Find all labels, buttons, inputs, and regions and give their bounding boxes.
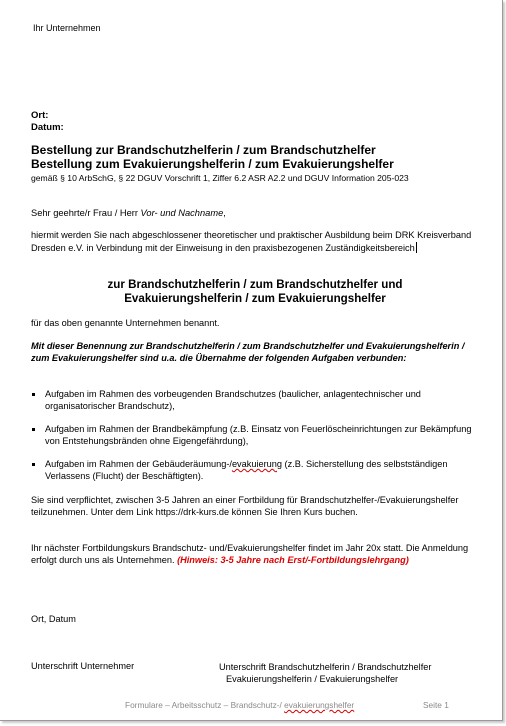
next-course-paragraph [31,543,479,566]
duty-text-3 [45,459,481,482]
company-name: Ihr Unternehmen [33,23,101,33]
next-course-hint: (Hinweis: 3-5 Jahre nach Erst/-Fortbildungslehrgang) [177,554,409,565]
salutation-prefix: Sehr geehrte/r Frau / Herr [31,208,141,218]
duty-text-3-end: (z.B. Sicherstellung des selbstständigen Verlassens (Flucht) der Beschäftigten). [45,459,448,481]
document-title-line-1: Bestellung zur Brandschutzhelferin / zum Brandschutzhelfer [31,143,376,157]
duty-text-2: Aufgaben im Rahmen der Brandbekämpfung (z.B. Einsatz von Feuerlöscheinrichtungen zur Bekämpfung von Entstehungsbränden ohne Eigengefährdung), [45,424,472,446]
footer-marked-word: evakuierungshelfer [284,700,355,710]
salutation [31,208,226,218]
intro-text: hiermit werden Sie nach abgeschlossener theoretischer und praktischer Ausbildung beim DRK Kreisverband Dresden e.V. in Verbindung mit der Einweisung in den praxisbezogenen Zuständigkeitsbereich [31,230,472,253]
footer-text: Formulare – Arbeitsschutz – Brandschutz-/ [125,700,285,710]
appointment-title-line-2: Evakuierungshelferin / zum Evakuierungshelfer [124,292,386,305]
bullet-icon [32,393,35,396]
place-label: Ort: [31,110,49,121]
spellcheck-marked-word: evakuierung [231,459,282,469]
signature-helper-line-2: Evakuierungshelferin / Evakuierungshelfer [226,674,399,684]
signature-helper [219,661,481,685]
duty-text-1: Aufgaben im Rahmen des vorbeugenden Brandschutzes (baulicher, anlagentechnischer und organisatorischer Brandschutz), [45,389,421,411]
appointment-title [31,278,479,306]
obligation-paragraph: Sie sind verpflichtet, zwischen 3-5 Jahren an einer Fortbildung für Brandschutzhelfer-/Evakuierungshelfer teilzunehmen. Unter dem Link https://drk-kurs.de können Sie Ihren Kurs buchen. [31,495,459,517]
duty-text-3-start: Aufgaben im Rahmen der Gebäuderäumung-/ [45,459,232,469]
legal-basis: gemäß § 10 ArbSchG, § 22 DGUV Vorschrift 1, Ziffer 6.2 ASR A2.2 und DGUV Information 205-023 [31,173,409,183]
text-cursor [416,242,417,253]
page-number: Seite 1 [423,700,449,710]
duties-intro: Mit dieser Benennung zur Brandschutzhelferin / zum Brandschutzhelfer und Evakuierungshelferin / zum Evakuierungshelfer sind u.a. die Übernahme der folgenden Aufgaben verbunden: [31,341,465,363]
named-statement: für das oben genannte Unternehmen benannt. [31,318,220,328]
intro-paragraph [31,230,479,254]
name-placeholder: Vor- und Nachname [140,208,224,218]
bullet-icon [32,463,35,466]
salutation-suffix: , [223,208,226,218]
signature-helper-line-1: Unterschrift Brandschutzhelferin / Brandschutzhelfer [219,662,432,672]
page-footer [125,700,354,710]
document-title-line-2: Bestellung zum Evakuierungshelferin / zum Evakuierungshelfer [31,157,394,171]
appointment-title-line-1: zur Brandschutzhelferin / zum Brandschutzhelfer und [107,278,403,291]
date-label: Datum: [31,122,64,133]
place-date-line: Ort, Datum [31,614,76,624]
bullet-icon [32,428,35,431]
next-course-text: Ihr nächster Fortbildungskurs Brandschutz- und/Evakuierungshelfer findet im Jahr 20x statt. Die Anmeldung erfolgt durch uns als Unternehmen. [31,543,469,565]
signature-company: Unterschrift Unternehmer [31,661,135,671]
